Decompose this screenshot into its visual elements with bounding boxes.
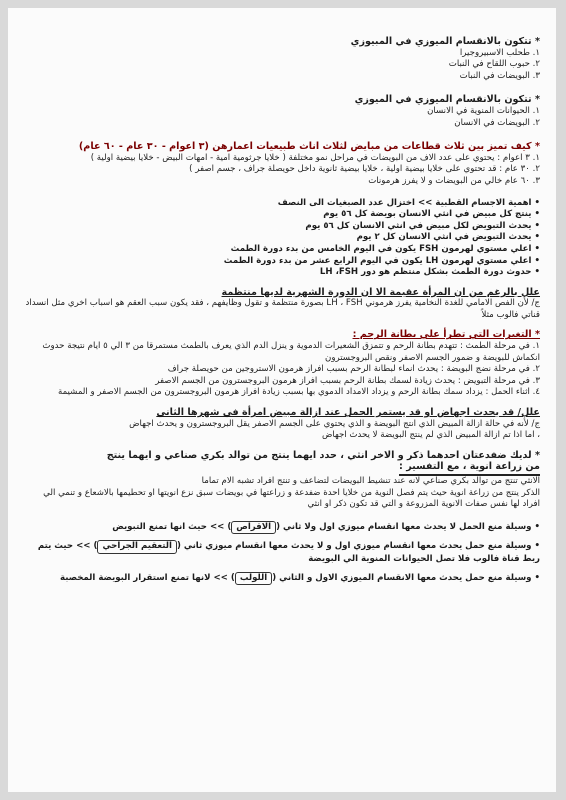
answer-text: ، اما اذا تم ازالة المبيض الذي لم ينتج البويضة لا يحدث اجهاض bbox=[321, 430, 540, 441]
item-text: وسيلة منع حمل يحدث معها الانقسام الميوزي الاول و الثاني bbox=[279, 572, 532, 583]
item-text: وسيلة منع حمل يحدث معها انقسام ميوزي اول و لا يحدث معها انقسام ميوزي ثاني bbox=[183, 541, 532, 552]
item-text: >> لانها تمنع استقرار البويضة المخصبة bbox=[60, 572, 228, 583]
list-item: • يحدث التبويض لكل مبيض في انثي الانسان كل ٥٦ يوم bbox=[24, 221, 540, 233]
section-uterine-lining bbox=[24, 329, 540, 399]
list-item: • اهمية الاجسام القطبية >> اختزال عدد الصبغيات الى النصف bbox=[24, 198, 540, 210]
section-heading: * لديك ضفدعتان احدهما ذكر و الاخر انثي ، حدد ايهما ينتج من توالد بكري صناعي و ايهما ينتج bbox=[106, 449, 540, 461]
list-item: ١. ٣ اعوام : يحتوي على عدد الاف من البويضات في مراحل نمو مختلفة ( خلايا جرثومية امية - امهات البيض - خلايا بيضية اولية ) bbox=[90, 152, 540, 163]
section-heading: * كيف تميز بين ثلاث قطاعات من مبايض لثلاث اناث طبيعيات اعمارهن (٣ اعوام - ٣٠ عام - ٦٠ عام) bbox=[78, 141, 540, 153]
list-item: ٢. في مرحلة نضج البويضة : يحدث انماء لبطانة الرحم بسبب افراز هرمون الاستروجين من حويصلة جراف bbox=[167, 364, 540, 375]
section-heading: * تتكون بالانقسام الميوزي في المبيوزي bbox=[350, 36, 540, 47]
list-item: ١. في مرحلة الطمث : تتهدم بطانة الرحم و تتمزق الشعيرات الدموية و ينزل الدم الذي يعرف بالطمث مستمرقا من ٣ الي ٥ ايام نتيجة حدوث انكماش للبويضة و ضمور الجسم الاصفر ونقص البروجسترون bbox=[42, 341, 540, 363]
document-page bbox=[8, 8, 556, 792]
list-item: • اعلي مستوي لهرمون FSH يكون في اليوم الخامس من بدء دورة الطمث bbox=[24, 244, 540, 256]
section-heading: * تتكون بالانقسام الميوزي في الميوزي bbox=[354, 94, 540, 106]
section-frogs bbox=[24, 450, 540, 511]
highlight-term: التعقيم الجراحي bbox=[97, 540, 177, 554]
answer-text: ج/ لأنه في حالة ازالة المبيض الذي انتج البويضة و الذي يحتوي على الجسم الاصفر يقل البروجسترون و يحدث اجهاض bbox=[129, 418, 540, 429]
paragraph-line: الانثي تنتج من توالد بكري صناعي لانه عند تنشيط البويضات لتضاعف و تنتج افراد تشبه الام تماما bbox=[201, 476, 540, 486]
section-meiosis-human bbox=[24, 94, 540, 129]
list-item: ١. طحلب الاسبيروجيرا bbox=[459, 47, 540, 58]
section-heading: علل/ قد يحدث اجهاض او قد يستمر الحمل عند ازالة مبيض امرأة في شهرها الثاني bbox=[156, 407, 540, 419]
section-meiosis-plants bbox=[24, 36, 540, 82]
paragraph-line: الذكر ينتج من زراعة انوية حيث يتم فصل النوية من خلايا احدة ضفدعة و زراعتها في بويضات سبق نزع انويتها او تحطيمها بالاشعاع و تنمي الي افراد لها نفس صفات الانوية المزروعة و التي قد تكون ذكر او انثي bbox=[43, 487, 540, 510]
list-item: • حدوث دورة الطمث بشكل منتظم هو دور LH ،FSH bbox=[24, 267, 540, 279]
list-item: ١. الحيوانات المنوية في الانسان bbox=[427, 105, 540, 116]
section-facts bbox=[24, 198, 540, 279]
list-item: ٢. حبوب اللقاح في النبات bbox=[448, 59, 540, 70]
highlight-term: الاقراص bbox=[231, 521, 276, 535]
section-sterile-woman bbox=[24, 287, 540, 322]
list-item: ٣. في مرحلة التبويض : يحدث زيادة لسمك بطانة الرحم بسبب افراز هرمون البروجسترون من الجسم الاصفر bbox=[155, 375, 540, 386]
answer-text: ج/ لأن الفص الامامي للغدة النخامية يفرز هرموني LH ، FSH بصورة منتظمة و تقول وظايفهم ، فقد يكون سبب العقم هو اسباب اخري مثل انسداد قناتي فالوب مثلاً bbox=[25, 298, 540, 320]
list-item: • ينتج كل مبيض في انثي الانسان بويضة كل ٥٦ يوم bbox=[24, 209, 540, 221]
list-item: • اعلي مستوي لهرمون LH يكون في اليوم الرابع عشر من بدء دورة الطمث bbox=[24, 256, 540, 268]
section-heading: * التغيرات التي تطرأ علي بطانة الرحم : bbox=[352, 329, 540, 341]
highlight-term: اللولب bbox=[235, 572, 272, 586]
item-text: >> حيث انها تمنع التبويض bbox=[112, 521, 225, 532]
section-contraception bbox=[24, 521, 540, 585]
list-item: • وسيلة منع الحمل لا يحدث معها انقسام ميوزي اول ولا ثاني (الاقراص) >> حيث انها تمنع التبويض bbox=[24, 521, 540, 535]
item-text: >> حيث يتم ربط قناة فالوب فلا تصل الحيوانات المنوية الي البويضة bbox=[37, 541, 540, 564]
section-ovary-removal bbox=[24, 407, 540, 442]
list-item: ٣. ٦٠ عام خالي من البويضات و لا يفرز هرمونات bbox=[368, 175, 540, 186]
list-item: ٢. البويضات في الانسان bbox=[454, 117, 540, 128]
list-item: ٣. البويضات في النبات bbox=[459, 70, 540, 81]
section-ovary-ages bbox=[24, 141, 540, 187]
list-item: ٢. ٣٠ عام : قد تحتوي على خلايا بيضية اولية ، خلايا بيضية ثانوية داخل حويصلة جراف ، جسم اصفر ) bbox=[189, 164, 540, 175]
list-item: • يحدث التبويض في انثي الانسان كل ٢ يوم bbox=[24, 232, 540, 244]
item-text: وسيلة منع الحمل لا يحدث معها انقسام ميوزي اول ولا ثاني bbox=[283, 521, 532, 532]
list-item: • وسيلة منع حمل يحدث معها الانقسام الميوزي الاول و الثاني (اللولب) >> لانها تمنع استقرار البويضة المخصبة bbox=[24, 572, 540, 586]
list-item: • وسيلة منع حمل يحدث معها انقسام ميوزي اول و لا يحدث معها انقسام ميوزي ثاني (التعقيم الجراحي) >> حيث يتم ربط قناة فالوب فلا تصل الحيوانات المنوية الي البويضة bbox=[24, 540, 540, 565]
section-heading: علل بالرغم من ان المرأة عقيمة الا ان الدورة الشهرية لديها منتظمة bbox=[221, 286, 540, 298]
list-item: ٤. اثناء الحمل : يزداد سمك بطانة الرحم و يزداد الامداد الدموي بها بسبب زيادة افراز هرمون البروجسترون من الجسم الاصفر و المشيمة bbox=[57, 387, 540, 398]
section-subheading: من زراعة انوية ، مع التفسير : bbox=[399, 461, 540, 476]
